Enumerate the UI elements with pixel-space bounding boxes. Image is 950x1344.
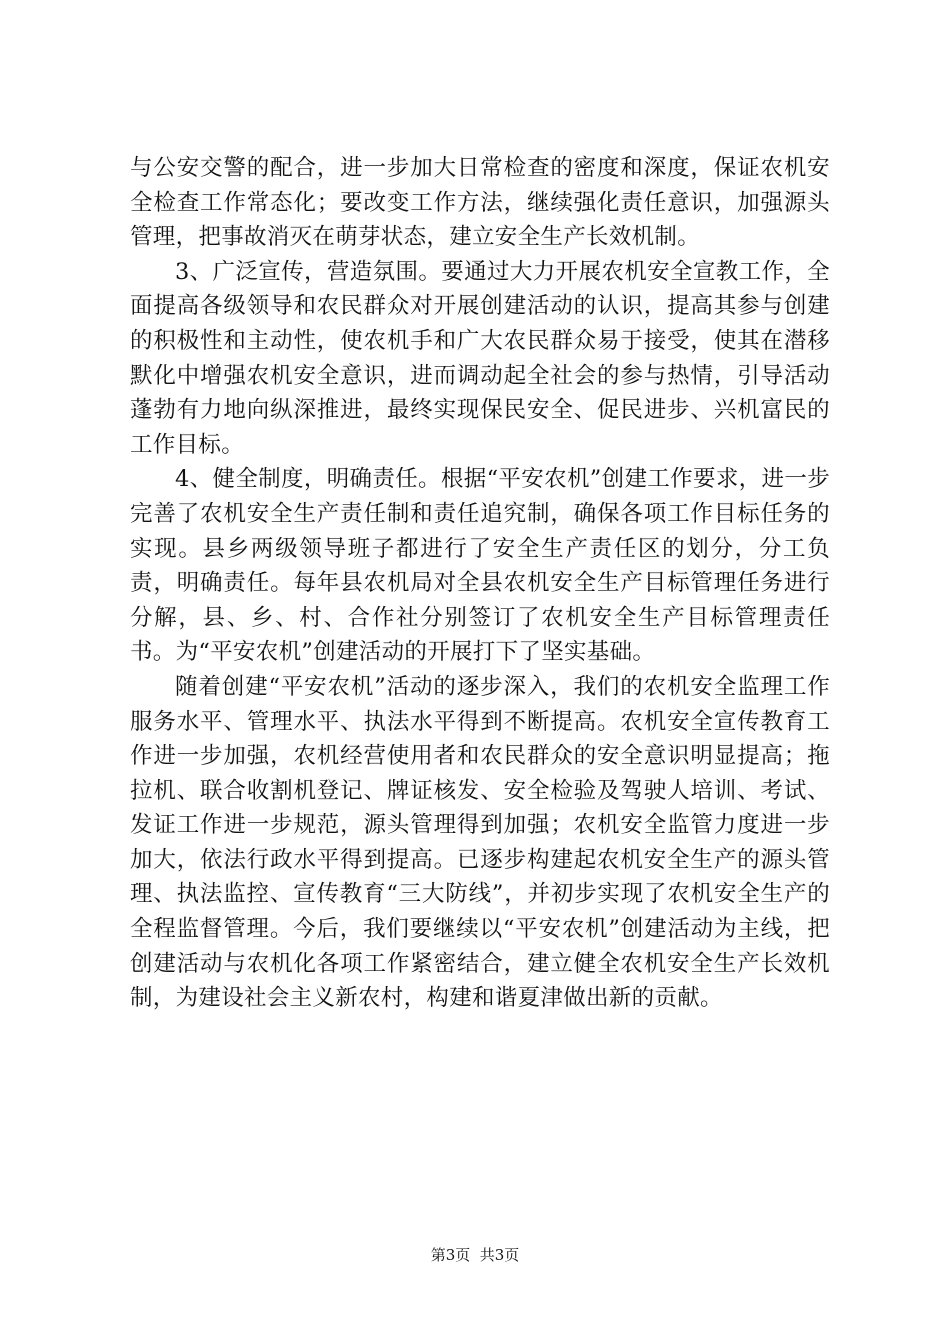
document-body bbox=[130, 151, 830, 1016]
paragraph-conclusion: 随着创建“平安农机”活动的逐步深入，我们的农机安全监理工作服务水平、管理水平、执法水平得到不断提高。农机安全宣传教育工作进一步加强，农机经营使用者和农民群众的安全意识明显提高；拖拉机、联合收割机登记、牌证核发、安全检验及驾驶人培训、考试、发证工作进一步规范，源头管理得到加强；农机安全监管力度进一步加大，依法行政水平得到提高。已逐步构建起农机安全生产的源头管理、执法监控、宣传教育“三大防线”，并初步实现了农机安全生产的全程监督管理。今后，我们要继续以“平安农机”创建活动为主线，把创建活动与农机化各项工作紧密结合，建立健全农机安全生产长效机制，为建设社会主义新农村，构建和谐夏津做出新的贡献。 bbox=[130, 673, 830, 1012]
page-number: 第3页 共3页 bbox=[430, 1246, 520, 1264]
page-footer bbox=[0, 1245, 950, 1265]
paragraph-item-3: 3、广泛宣传，营造氛围。要通过大力开展农机安全宣教工作，全面提高各级领导和农民群众对开展创建活动的认识，提高其参与创建的积极性和主动性，使农机手和广大农民群众易于接受，使其在潜移默化中增强农机安全意识，进而调动起全社会的参与热情，引导活动蓬勃有力地向纵深推进，最终实现保民安全、促民进步、兴机富民的工作目标。 bbox=[130, 258, 830, 458]
paragraph-item-4: 4、健全制度，明确责任。根据“平安农机”创建工作要求，进一步完善了农机安全生产责任制和责任追究制，确保各项工作目标任务的实现。县乡两级领导班子都进行了安全生产责任区的划分，分工负责，明确责任。每年县农机局对全县农机安全生产目标管理任务进行分解，县、乡、村、合作社分别签订了农机安全生产目标管理责任书。为“平安农机”创建活动的开展打下了坚实基础。 bbox=[130, 466, 830, 666]
paragraph-continuation: 与公安交警的配合，进一步加大日常检查的密度和深度，保证农机安全检查工作常态化；要改变工作方法，继续强化责任意识，加强源头管理，把事故消灭在萌芽状态，建立安全生产长效机制。 bbox=[130, 155, 830, 251]
